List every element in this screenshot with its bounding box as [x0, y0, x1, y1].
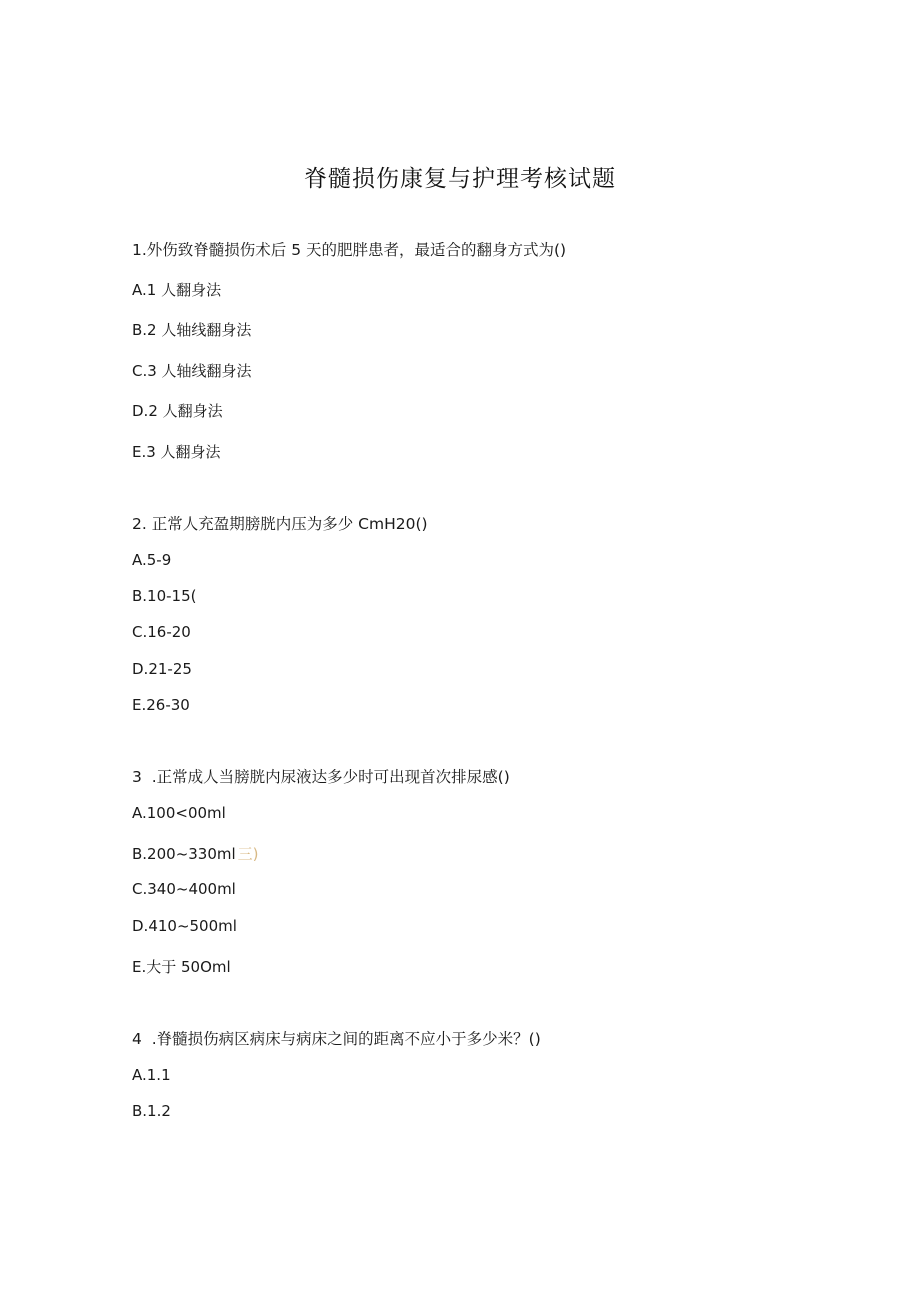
- question-2-option-b: B.10-15(: [132, 587, 197, 605]
- question-3-option-e: E.大于 50Oml: [132, 958, 231, 976]
- question-3-option-a: A.100<00ml: [132, 804, 226, 822]
- question-3-option-b: B.200~330ml: [132, 845, 236, 863]
- handwritten-mark: 三): [237, 845, 259, 863]
- question-1-option-d: D.2 人翻身法: [132, 402, 223, 420]
- document-title: 脊髓损伤康复与护理考核试题: [304, 166, 616, 192]
- question-2-option-d: D.21-25: [132, 660, 192, 678]
- question-1-stem: 1.外伤致脊髓损伤术后 5 天的肥胖患者，最适合的翻身方式为(): [132, 241, 567, 259]
- question-3-stem: 3 .正常成人当膀胱内尿液达多少时可出现首次排尿感(): [132, 768, 510, 786]
- question-2-stem: 2. 正常人充盈期膀胱内压为多少 CmH20(): [132, 515, 428, 533]
- question-1-option-b: B.2 人轴线翻身法: [132, 321, 252, 339]
- question-3-option-b-row: [132, 843, 259, 864]
- question-1-option-c: C.3 人轴线翻身法: [132, 362, 252, 380]
- question-1-option-a: A.1 人翻身法: [132, 281, 222, 299]
- question-4-stem: 4 .脊髓损伤病区病床与病床之间的距离不应小于多少米？(): [132, 1030, 541, 1048]
- question-2-option-e: E.26-30: [132, 696, 190, 714]
- question-2-option-c: C.16-20: [132, 623, 191, 641]
- question-3-option-c: C.340~400ml: [132, 880, 236, 898]
- question-4-option-b: B.1.2: [132, 1102, 171, 1120]
- question-2-option-a: A.5-9: [132, 551, 172, 569]
- question-1-option-e: E.3 人翻身法: [132, 443, 221, 461]
- question-4-option-a: A.1.1: [132, 1066, 171, 1084]
- question-3-option-d: D.410~500ml: [132, 917, 237, 935]
